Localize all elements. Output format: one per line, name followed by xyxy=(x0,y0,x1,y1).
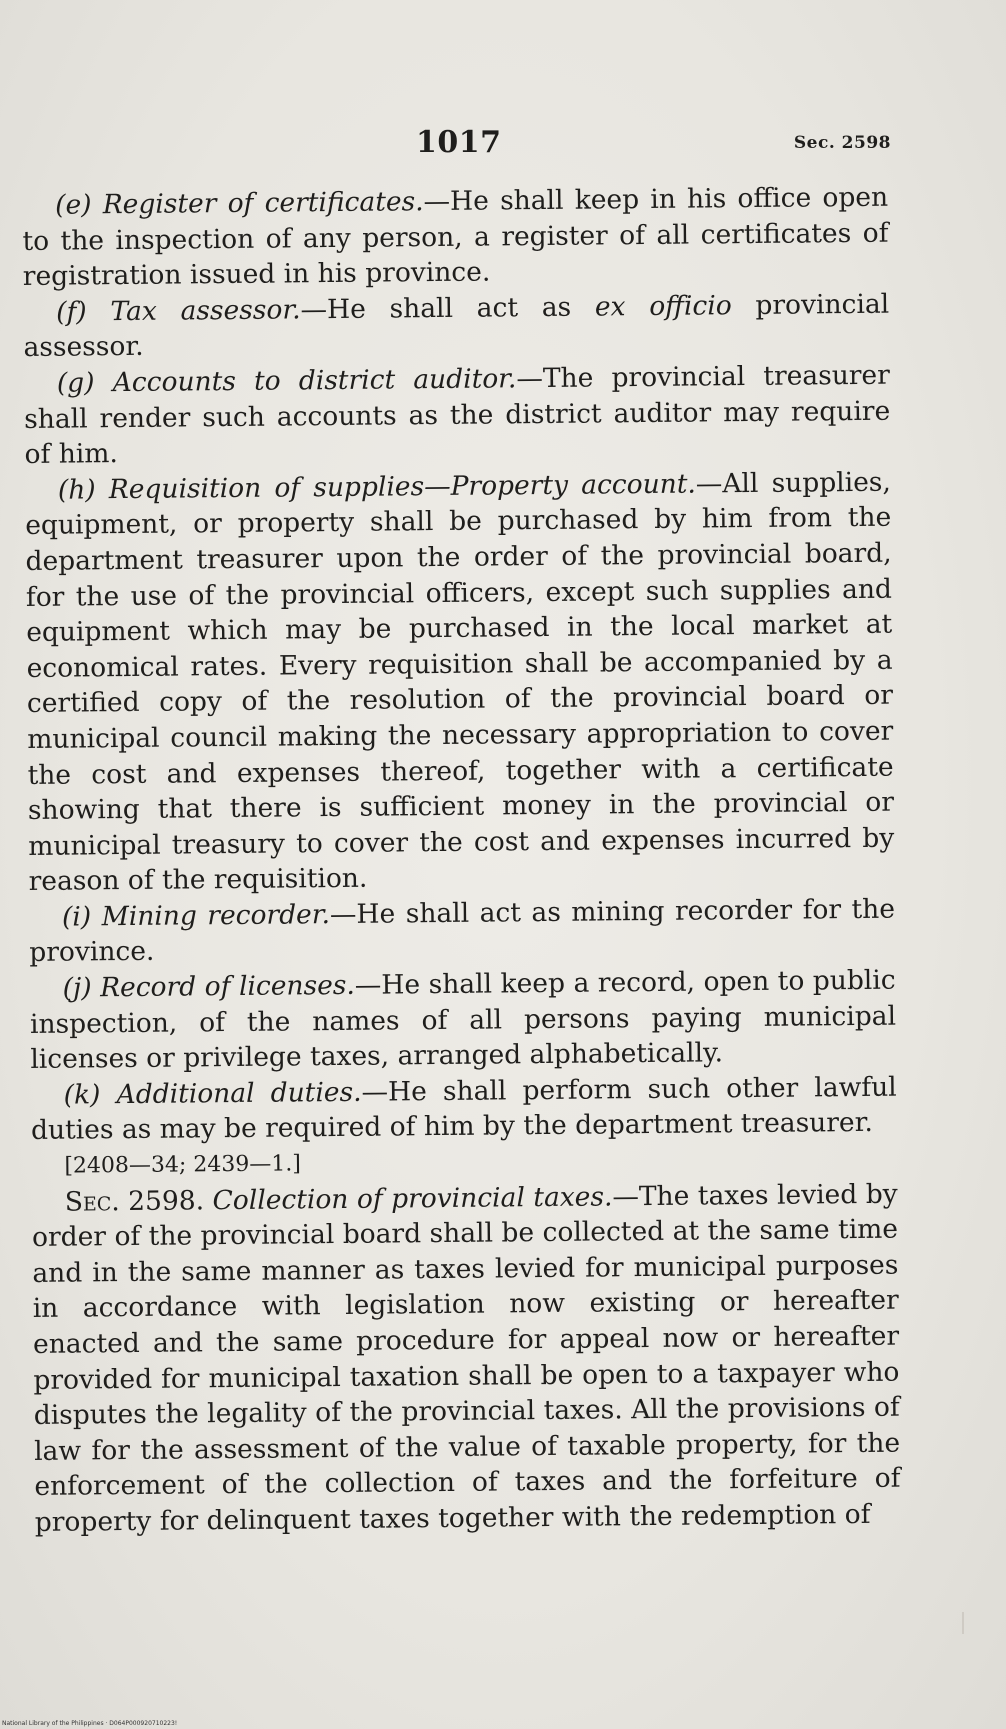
paragraph-text: —He shall perform such other lawful duties as may be required of him by the department treasurer. xyxy=(30,1071,897,1147)
paragraph-text: —All supplies, equipment, or property shall be purchased by him from the department treasurer upon the order of the provincial board, for the use of the provincial officers, except such supplies and equipment which may be purchased in the local market at economical rates. Every requisition shall be accompanied by a certified copy of the resolution of the provincial board or municipal council making the necessary appropriation to cover the cost and expenses thereof, together with a certificate showing that there is sufficient money in the provincial or municipal treasury to cover the cost and expenses incurred by reason of the requisition. xyxy=(25,466,895,898)
section-reference: Sec. 2598 xyxy=(793,133,891,153)
paragraph-title: Register of certificates. xyxy=(102,186,424,221)
page-header xyxy=(0,125,1006,165)
paragraph-text: —He shall keep in his office open to the inspection of any person, a register of all certificates of registration issued in his province. xyxy=(22,181,889,293)
paragraph-mark: (f) xyxy=(56,296,87,328)
paragraph-text: —He shall act as xyxy=(300,291,596,326)
paragraph-title: Requisition of supplies—Property account. xyxy=(108,468,696,505)
section-text: —The taxes levied by order of the provincial board shall be collected at the same time and in the same manner as taxes levied for municipal purposes in accordance with legislation now existing or hereafter enacted and the same procedure for appeal now or hereafter provided for municipal taxation shall be open to a taxpayer who disputes the legality of the provincial taxes. All the provisions of law for the assessment of the value of taxable property, for the enforcement of the collection of taxes and the forfeiture of property for delinquent taxes together with the redemption of xyxy=(31,1178,901,1538)
paragraph-title: Additional duties. xyxy=(116,1076,362,1110)
paragraph-mark: (j) xyxy=(62,972,92,1004)
paragraph-mark: (k) xyxy=(63,1079,101,1111)
paragraph-accounts-to-district-auditor xyxy=(24,358,891,473)
body-text xyxy=(22,180,901,1541)
paragraph-record-of-licenses xyxy=(30,963,897,1078)
scan-artifact xyxy=(962,1612,964,1634)
paragraph-italic-term: ex officio xyxy=(594,289,732,323)
paragraph-mark: (e) xyxy=(55,189,92,221)
section-title: Collection of provincial taxes. xyxy=(212,1181,613,1216)
section-label: Sec. 2598. xyxy=(64,1184,205,1218)
statute-citation: [2408—34; 2439—1.] xyxy=(64,1151,302,1179)
page-number: 1017 xyxy=(416,125,502,160)
paragraph-mark: (h) xyxy=(57,474,96,506)
paragraph-title: Mining recorder. xyxy=(101,898,331,933)
paragraph-tax-assessor xyxy=(23,286,890,365)
paragraph-text: —He shall keep a record, open to public inspection, of the names of all persons paying municipal licenses or privilege taxes, arranged alphabetically. xyxy=(29,964,897,1076)
paragraph-mining-recorder xyxy=(29,892,896,971)
paragraph-mark: (g) xyxy=(56,367,95,399)
paragraph-text: —The provincial treasurer shall render such accounts as the district auditor may require of him. xyxy=(24,359,891,471)
paragraph-text-continued: provincial assessor. xyxy=(23,288,890,364)
paragraph-requisition-of-supplies xyxy=(25,464,895,899)
paragraph-title: Accounts to district auditor. xyxy=(112,363,517,399)
paragraph-text: —He shall act as mining recorder for the province. xyxy=(29,893,896,969)
paragraph-title: Tax assessor. xyxy=(110,294,301,327)
paragraph-additional-duties xyxy=(31,1069,898,1148)
paragraph-title: Record of licenses. xyxy=(99,969,355,1004)
scan-credit: National Library of the Philippines · D064P000920710223! xyxy=(2,1720,178,1727)
paragraph-register-of-certificates xyxy=(22,180,889,295)
paragraph-mark: (i) xyxy=(61,901,92,933)
section-2598-collection-of-provincial-taxes xyxy=(32,1176,901,1540)
